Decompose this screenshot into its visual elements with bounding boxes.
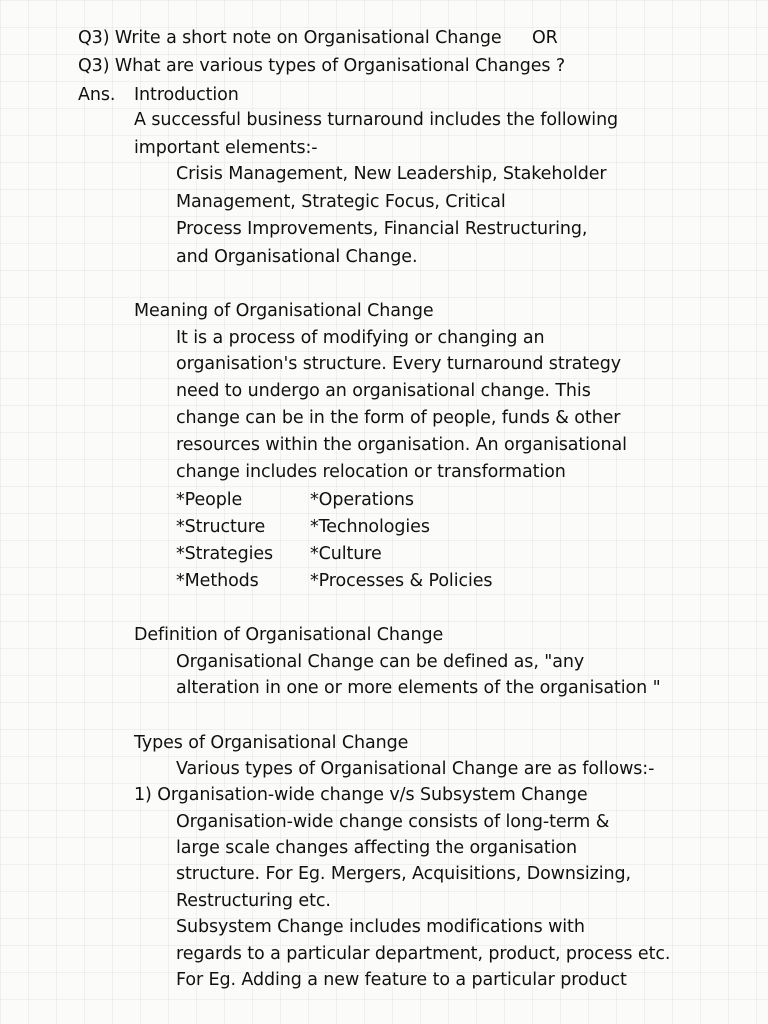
type-1-line: Organisation-wide change consists of long-term & <box>176 812 610 832</box>
type-1-line: large scale changes affecting the organisation <box>176 838 577 858</box>
intro-line: important elements:- <box>134 138 318 158</box>
meaning-list-item: *Methods <box>176 571 259 591</box>
intro-element-line: and Organisational Change. <box>176 247 418 267</box>
type-1-line: Subsystem Change includes modifications with <box>176 917 585 937</box>
meaning-line: resources within the organisation. An organisational <box>176 435 627 455</box>
meaning-line: change includes relocation or transformation <box>176 462 566 482</box>
type-1-title: 1) Organisation-wide change v/s Subsystem Change <box>134 785 588 805</box>
type-1-line: For Eg. Adding a new feature to a particular product <box>176 970 627 990</box>
intro-element-line: Management, Strategic Focus, Critical <box>176 192 506 212</box>
type-1-line: Restructuring etc. <box>176 891 331 911</box>
types-heading: Types of Organisational Change <box>134 733 409 753</box>
meaning-line: organisation's structure. Every turnaround strategy <box>176 354 621 374</box>
definition-line: Organisational Change can be defined as, "any <box>176 652 585 672</box>
intro-element-line: Process Improvements, Financial Restructuring, <box>176 219 588 239</box>
introduction-heading: Introduction <box>134 85 239 105</box>
intro-element-line: Crisis Management, New Leadership, Stakeholder <box>176 164 607 184</box>
types-intro: Various types of Organisational Change are as follows:- <box>176 759 655 779</box>
meaning-list-item: *Processes & Policies <box>310 571 493 591</box>
definition-heading: Definition of Organisational Change <box>134 625 444 645</box>
type-1-line: structure. For Eg. Mergers, Acquisitions, Downsizing, <box>176 864 631 884</box>
or-label: OR <box>532 28 558 48</box>
definition-line: alteration in one or more elements of the organisation " <box>176 678 661 698</box>
meaning-heading: Meaning of Organisational Change <box>134 301 434 321</box>
question-2: Q3) What are various types of Organisational Changes ? <box>78 56 566 76</box>
meaning-line: change can be in the form of people, funds & other <box>176 408 621 428</box>
meaning-list-item: *People <box>176 490 243 510</box>
intro-line: A successful business turnaround includes the following <box>134 110 619 130</box>
question-1: Q3) Write a short note on Organisational Change <box>78 28 502 48</box>
meaning-line: need to undergo an organisational change. This <box>176 381 591 401</box>
type-1-line: regards to a particular department, product, process etc. <box>176 944 671 964</box>
meaning-list-item: *Structure <box>176 517 266 537</box>
meaning-list-item: *Culture <box>310 544 382 564</box>
meaning-list-item: *Technologies <box>310 517 430 537</box>
answer-label: Ans. <box>78 85 116 105</box>
meaning-list-item: *Operations <box>310 490 414 510</box>
meaning-line: It is a process of modifying or changing an <box>176 328 545 348</box>
meaning-list-item: *Strategies <box>176 544 274 564</box>
